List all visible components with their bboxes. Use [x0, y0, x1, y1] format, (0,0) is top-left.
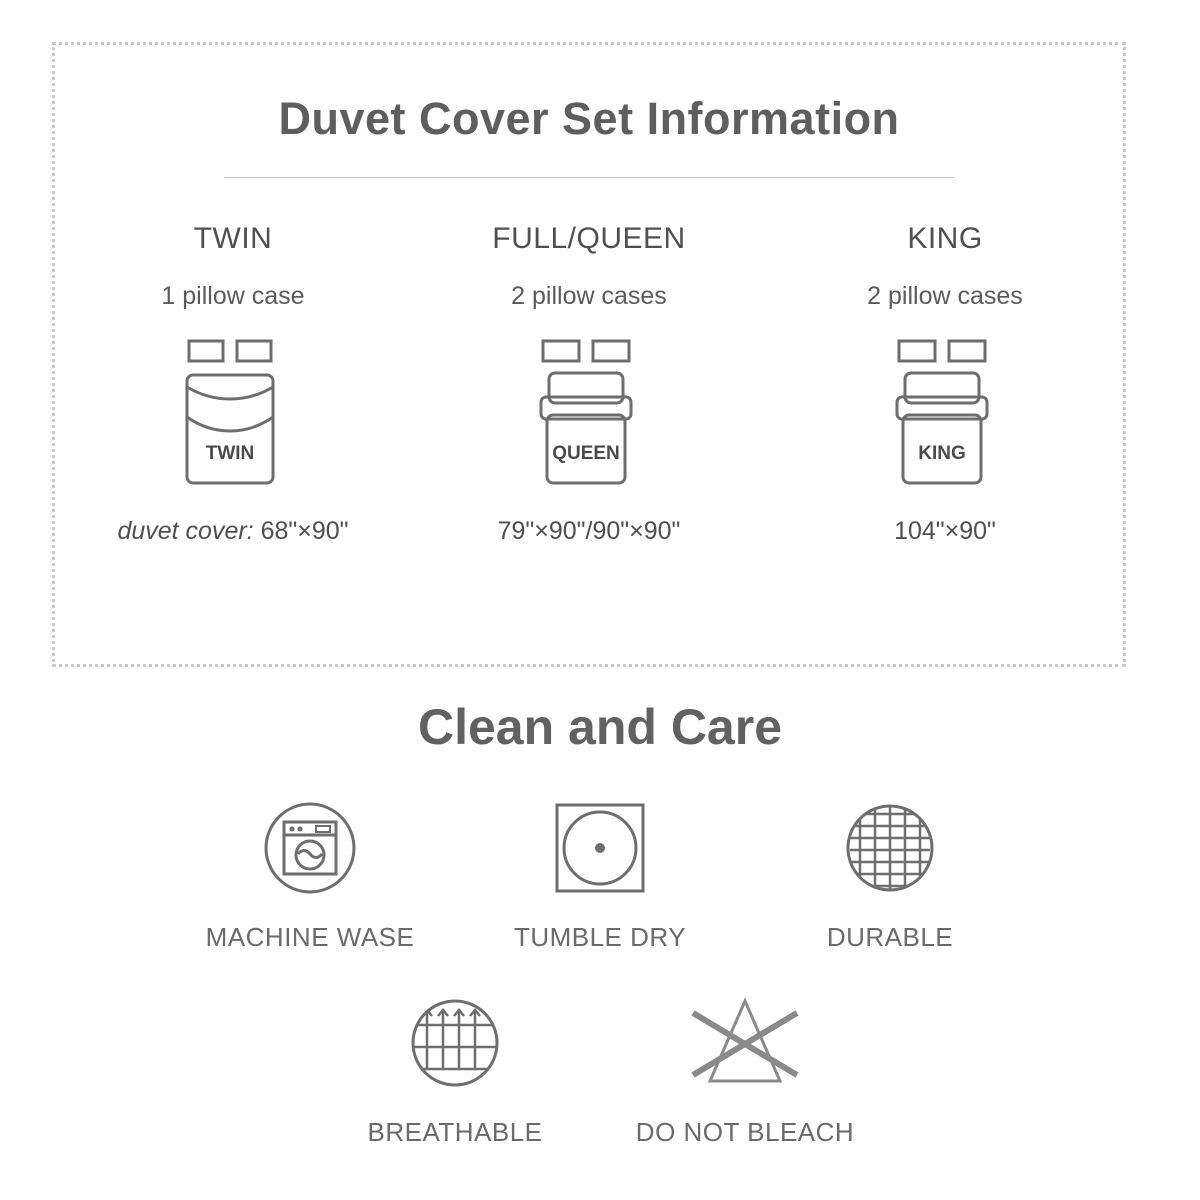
page-title: Duvet Cover Set Information — [278, 93, 900, 144]
dimension-value: 104"×90" — [894, 517, 996, 545]
bed-label: QUEEN — [552, 443, 620, 464]
care-label: BREATHABLE — [367, 1117, 543, 1147]
duvet-dimension-queen — [411, 517, 767, 546]
dimension-value: 68"×90" — [260, 517, 349, 545]
size-name: KING — [907, 222, 983, 255]
duvet-info-panel — [52, 42, 1126, 667]
care-item-breathable — [310, 990, 600, 1148]
do-not-bleach-icon — [600, 990, 890, 1095]
care-label: DO NOT BLEACH — [635, 1117, 855, 1147]
dimension-prefix: duvet cover: — [117, 517, 261, 545]
care-row-top — [0, 795, 1200, 953]
washing-machine-icon — [165, 795, 455, 900]
breathable-icon — [310, 990, 600, 1095]
tumble-dry-icon — [455, 795, 745, 900]
care-section-title: Clean and Care — [417, 699, 782, 755]
care-label: MACHINE WASE — [205, 922, 415, 952]
durable-mesh-icon — [745, 795, 1035, 900]
care-row-bottom — [0, 990, 1200, 1148]
pillow-count: 2 pillow cases — [511, 282, 667, 310]
care-item-durable — [745, 795, 1035, 953]
care-item-do-not-bleach — [600, 990, 890, 1148]
pillow-count: 2 pillow cases — [867, 282, 1023, 310]
care-label: DURABLE — [826, 922, 954, 952]
twin-bed-figure — [55, 335, 411, 495]
bed-label: KING — [918, 443, 966, 464]
size-columns — [55, 222, 1123, 546]
pillow-count: 1 pillow case — [161, 282, 305, 310]
bed-label: TWIN — [205, 443, 255, 464]
size-name: FULL/QUEEN — [492, 222, 686, 255]
care-label: TUMBLE DRY — [513, 922, 687, 952]
king-bed-figure — [767, 335, 1123, 495]
title-divider — [224, 177, 954, 178]
duvet-dimension-king — [767, 517, 1123, 546]
size-column-king — [767, 222, 1123, 546]
care-item-machine-wash — [165, 795, 455, 953]
dimension-value: 79"×90"/90"×90" — [497, 517, 681, 545]
size-column-full-queen — [411, 222, 767, 546]
care-item-tumble-dry — [455, 795, 745, 953]
size-name: TWIN — [193, 222, 273, 255]
duvet-dimension-twin — [55, 517, 411, 546]
queen-bed-figure — [411, 335, 767, 495]
size-column-twin — [55, 222, 411, 546]
